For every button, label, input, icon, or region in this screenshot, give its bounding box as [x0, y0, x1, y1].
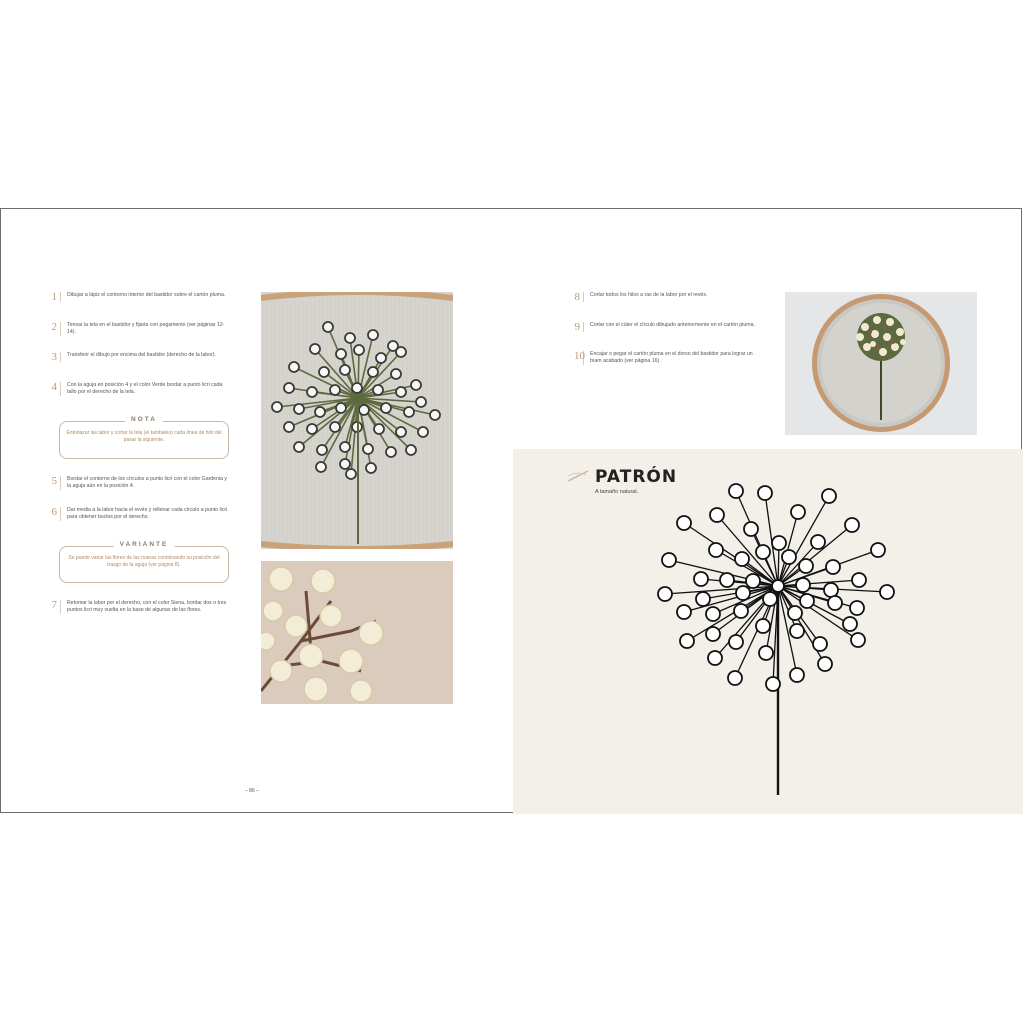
- pattern-circle: [766, 677, 780, 691]
- step-number: 9: [574, 322, 584, 332]
- nota-box: [59, 416, 229, 459]
- pattern-circle: [790, 624, 804, 638]
- embroidered-circle: [374, 424, 384, 434]
- step-3: [51, 352, 232, 362]
- pattern-circle: [696, 592, 710, 606]
- nota-text: Entrelazar las labor y cortar la tela (el tambaleo) cada línea de hilo del pasar la siguiente.: [66, 430, 222, 443]
- pattern-circle: [790, 668, 804, 682]
- pattern-circle: [710, 508, 724, 522]
- pattern-circle: [729, 484, 743, 498]
- embroidered-circle: [340, 442, 350, 452]
- pattern-circle: [822, 489, 836, 503]
- step-number: 5: [51, 476, 61, 490]
- pattern-circle: [759, 646, 773, 660]
- embroidered-circle: [307, 424, 317, 434]
- pattern-circle: [736, 586, 750, 600]
- pattern-circle: [813, 637, 827, 651]
- embroidered-circle: [391, 369, 401, 379]
- step-8: [574, 292, 755, 302]
- pattern-circle: [828, 596, 842, 610]
- step-text: Dar media a la labor hacia el revés y rellenar cada círculo a punto licri para obtener bucles por el derecho.: [67, 507, 228, 520]
- page-number: – 86 –: [245, 788, 259, 794]
- step-text: Cortar con el cúter el círculo dibujado anteriormente en el cartón pluma.: [590, 322, 755, 328]
- pattern-circle: [880, 585, 894, 599]
- pattern-circle: [845, 518, 859, 532]
- finished-hoop-illustration: [785, 292, 977, 435]
- embroidered-circle: [272, 402, 282, 412]
- embroidered-circle: [294, 442, 304, 452]
- pattern-circle: [662, 553, 676, 567]
- step-number: 2: [51, 322, 61, 336]
- pattern-circle: [799, 559, 813, 573]
- pattern-circle: [824, 583, 838, 597]
- embroidered-circle: [373, 385, 383, 395]
- embroidered-circle: [416, 397, 426, 407]
- pattern-circle: [811, 535, 825, 549]
- pattern-circle: [758, 486, 772, 500]
- pattern-circle: [791, 505, 805, 519]
- variante-label: VARIANTE: [114, 541, 175, 548]
- pattern-circle: [677, 516, 691, 530]
- embroidered-circle: [284, 422, 294, 432]
- embroidered-circle: [363, 444, 373, 454]
- step-10: [574, 351, 755, 365]
- step-text: Cortar todos los hilos a ras de la labor por el revés.: [590, 292, 708, 298]
- pattern-circle: [850, 601, 864, 615]
- nota-label: NOTA: [125, 416, 163, 423]
- pattern-circle: [782, 550, 796, 564]
- closeup-flowers-photo: [261, 561, 453, 704]
- step-1: [51, 292, 232, 302]
- embroidered-circle: [418, 427, 428, 437]
- embroidered-circle: [406, 445, 416, 455]
- step-text: Con la aguja en posición 4 y el color Verde bordar a punto licri cada tallo por el derecho de la tela.: [67, 382, 223, 395]
- embroidered-circle: [386, 447, 396, 457]
- embroidered-circle: [359, 405, 369, 415]
- pattern-circle: [772, 536, 786, 550]
- embroidered-circle: [404, 407, 414, 417]
- pattern-circle: [734, 604, 748, 618]
- pattern-subtitle: A tamaño natural.: [595, 489, 639, 495]
- step-2: [51, 322, 232, 336]
- embroidery-hoop-photo: [261, 292, 453, 549]
- embroidered-circle: [307, 387, 317, 397]
- embroidered-circle: [354, 345, 364, 355]
- finished-hoop-photo: [785, 292, 977, 435]
- step-number: 7: [51, 600, 61, 614]
- step-4: [51, 382, 232, 396]
- pattern-circle: [706, 627, 720, 641]
- embroidered-circle: [289, 362, 299, 372]
- pattern-circle: [677, 605, 691, 619]
- pattern-panel: [513, 449, 1023, 814]
- pattern-circle: [709, 543, 723, 557]
- embroidered-circle: [411, 380, 421, 390]
- embroidered-circle: [430, 410, 440, 420]
- embroidered-circle: [319, 367, 329, 377]
- step-number: 4: [51, 382, 61, 396]
- pattern-circle: [728, 671, 742, 685]
- embroidered-circle: [316, 462, 326, 472]
- step-text: Bordar el contorno de los círculos a punto licri con el color Gardenia y la aguja aún en la posición 4.: [67, 476, 228, 489]
- embroidered-circle: [345, 333, 355, 343]
- embroidered-circle: [336, 349, 346, 359]
- pattern-circle: [756, 545, 770, 559]
- embroidered-circle: [396, 347, 406, 357]
- pattern-title: PATRÓN: [595, 467, 678, 487]
- embroidered-circle: [366, 463, 376, 473]
- step-9: [574, 322, 755, 332]
- step-7: [51, 600, 232, 614]
- embroidered-circle: [396, 427, 406, 437]
- step-number: 3: [51, 352, 61, 362]
- embroidered-circle: [310, 344, 320, 354]
- embroidered-circle: [323, 322, 333, 332]
- embroidered-circle: [330, 385, 340, 395]
- closeup-illustration: [261, 561, 453, 704]
- pattern-circle: [680, 634, 694, 648]
- step-text: Dibujar a lápiz el contorno interior del bastidor sobre el cartón pluma.: [67, 292, 226, 298]
- step-text: Transferir el dibujo por encima del bastidor (derecho de la labor).: [67, 352, 216, 358]
- embroidered-circle: [368, 330, 378, 340]
- variante-text: Se puede variar las flores de las hueras combinando su posición del trasgo de la aguja (ver página 8).: [68, 555, 220, 568]
- pattern-circle: [800, 594, 814, 608]
- pattern-circle: [756, 619, 770, 633]
- embroidered-circle: [317, 445, 327, 455]
- step-text: Encajar o pegar el cartón pluma en el dorso del bastidor para lograr un buen acabado (ver página 16).: [590, 351, 753, 364]
- pattern-circle: [729, 635, 743, 649]
- step-6: [51, 507, 232, 521]
- pattern-circle: [658, 587, 672, 601]
- step-number: 1: [51, 292, 61, 302]
- pattern-circle: [851, 633, 865, 647]
- pattern-circle: [708, 651, 722, 665]
- pattern-circle: [735, 552, 749, 566]
- book-spread: [0, 208, 1022, 813]
- dandelion-pattern-diagram: [513, 449, 1023, 814]
- step-number: 8: [574, 292, 584, 302]
- embroidered-circle: [381, 403, 391, 413]
- pattern-circle: [744, 522, 758, 536]
- embroidered-circle: [346, 469, 356, 479]
- step-text: Retomar la labor por el derecho, con el color Siena, bordar dos o tres puntos licri muy vuelta en la base de algunas de las flores.: [67, 600, 227, 613]
- pattern-circle: [818, 657, 832, 671]
- pattern-circle: [826, 560, 840, 574]
- pattern-circle: [763, 592, 777, 606]
- pattern-circle: [746, 574, 760, 588]
- embroidered-circle: [340, 459, 350, 469]
- embroidered-circle: [376, 353, 386, 363]
- step-text: Tensar la tela en el bastidor y fijarla con pegamento (ver páginas 12-14).: [67, 322, 225, 335]
- pattern-circle: [706, 607, 720, 621]
- variante-box: [59, 541, 229, 583]
- embroidered-circle: [284, 383, 294, 393]
- embroidered-circle: [336, 403, 346, 413]
- step-number: 6: [51, 507, 61, 521]
- pattern-circle: [796, 578, 810, 592]
- embroidered-circle: [340, 365, 350, 375]
- dandelion-embroidery-illustration: [261, 292, 453, 549]
- pattern-circle: [852, 573, 866, 587]
- embroidered-circle: [315, 407, 325, 417]
- step-number: 10: [574, 351, 584, 365]
- pattern-circle: [694, 572, 708, 586]
- embroidered-circle: [368, 367, 378, 377]
- embroidered-circle: [294, 404, 304, 414]
- embroidered-circle: [396, 387, 406, 397]
- pattern-circle: [843, 617, 857, 631]
- embroidered-circle: [352, 383, 362, 393]
- embroidered-circle: [330, 422, 340, 432]
- step-5: [51, 476, 232, 490]
- pattern-circle: [871, 543, 885, 557]
- pattern-circle: [788, 606, 802, 620]
- pattern-circle: [720, 573, 734, 587]
